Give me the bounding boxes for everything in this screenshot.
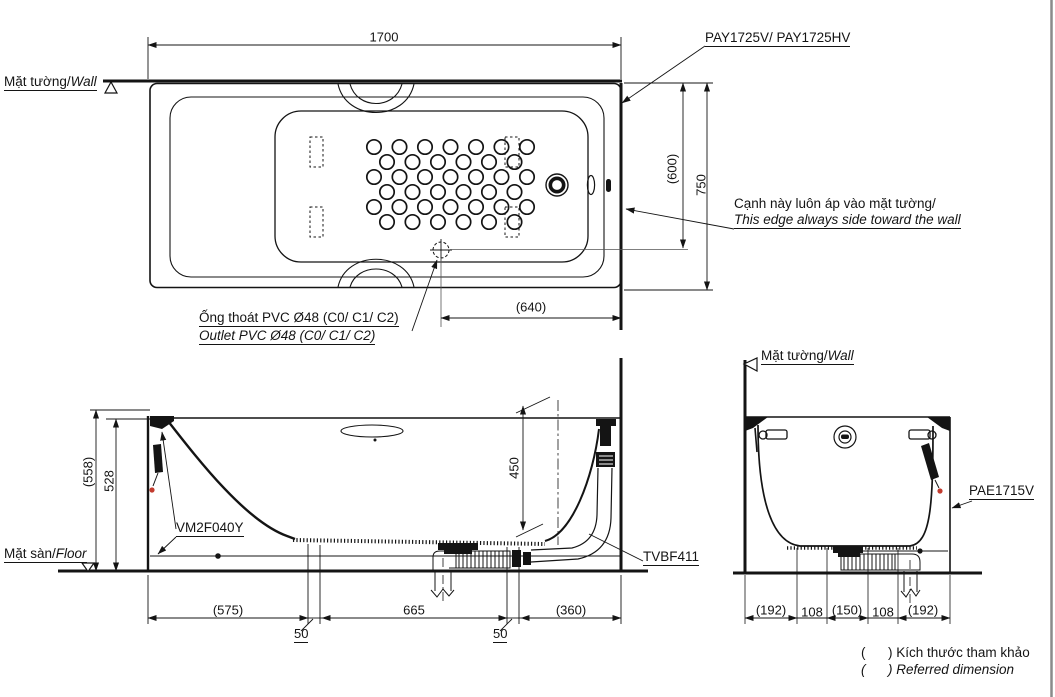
apron-leader (952, 501, 972, 508)
outlet-note-vi: Ống thoát PVC Ø48 (C0/ C1/ C2) (199, 310, 399, 325)
grip-recess-top-inner (350, 84, 402, 104)
side-view (55, 358, 648, 631)
dim-192-left: (192) (755, 602, 787, 618)
wall-label-en: Wall (70, 74, 97, 89)
rim-fitting (606, 179, 611, 192)
wall-datum-triangle-icon (105, 82, 117, 93)
legs-leader-1 (162, 432, 176, 529)
wall-label-end (761, 348, 854, 365)
end-view (733, 358, 982, 624)
wall-label-end-vi: Mặt tường/ (761, 348, 828, 363)
dim-600: (600) (664, 153, 680, 185)
tub-basin (275, 111, 588, 262)
product-code: PAY1725V/ PAY1725HV (705, 30, 851, 45)
floor-label (4, 546, 87, 563)
floor-label-vi: Mặt sàn/ (4, 546, 56, 561)
damper-end (921, 443, 939, 480)
plan-view (103, 37, 734, 331)
dim-150: (150) (831, 602, 863, 618)
damper-tip-red-end (937, 488, 942, 493)
dim-50-left: 50 (294, 626, 309, 641)
legs-leader-2 (158, 537, 176, 554)
wall-label-end-en: Wall (827, 348, 854, 363)
dim-192-right: (192) (907, 602, 939, 618)
dim-450: 450 (506, 457, 522, 479)
tub-rim-inner (170, 97, 604, 277)
part-waste: TVBF411 (643, 549, 700, 564)
grip-recess-top (338, 84, 414, 113)
dim-1700: 1700 (369, 29, 399, 45)
waste-leader (589, 534, 643, 561)
antislip-pattern (367, 140, 534, 229)
dim-558: (558) (80, 456, 96, 488)
legend-line-en: ( ) Referred dimension (861, 662, 1015, 677)
dim-50-right: 50 (493, 626, 508, 641)
wall-label-plan (4, 74, 97, 91)
dim-108-left: 108 (801, 604, 823, 620)
plan-dimensions (148, 37, 713, 318)
wall-label-vi: Mặt tường/ (4, 74, 71, 89)
part-legs: VM2F040Y (176, 520, 244, 535)
floor-outlet (430, 239, 452, 261)
side-dimensions (90, 397, 621, 631)
dim-528: 528 (101, 470, 117, 492)
product-code-leader (622, 46, 705, 103)
edge-note-leader (626, 209, 734, 229)
damper-tip-red (149, 487, 154, 492)
dim-575: (575) (212, 602, 244, 618)
mount-pads (310, 137, 519, 237)
dim-665: 665 (403, 602, 425, 618)
grip-recess-side (341, 425, 403, 437)
dim-640: (640) (515, 299, 547, 315)
outlet-note-en: Outlet PVC Ø48 (C0/ C1/ C2) (199, 328, 376, 343)
floor-label-en: Floor (55, 546, 87, 561)
drain-icon (550, 178, 563, 191)
part-apron: PAE1715V (969, 483, 1035, 498)
dim-750: 750 (693, 174, 709, 196)
legend-line-vi: ( ) Kích thước tham khảo (861, 645, 1030, 660)
grip-recess-bottom-inner (350, 269, 402, 287)
edge-note-en: This edge always side toward the wall (734, 212, 961, 227)
waste-piping-side (431, 543, 531, 603)
outlet-note-leader (412, 260, 437, 331)
basin-rise (545, 429, 599, 541)
dim-360: (360) (555, 602, 587, 618)
antislip-texture-side (293, 540, 545, 544)
edge-note-vi: Cạnh này luôn áp vào mặt tường/ (734, 196, 936, 211)
grip-recess-bottom (338, 259, 414, 287)
dim-108-right: 108 (872, 604, 894, 620)
damper-side (153, 444, 163, 473)
